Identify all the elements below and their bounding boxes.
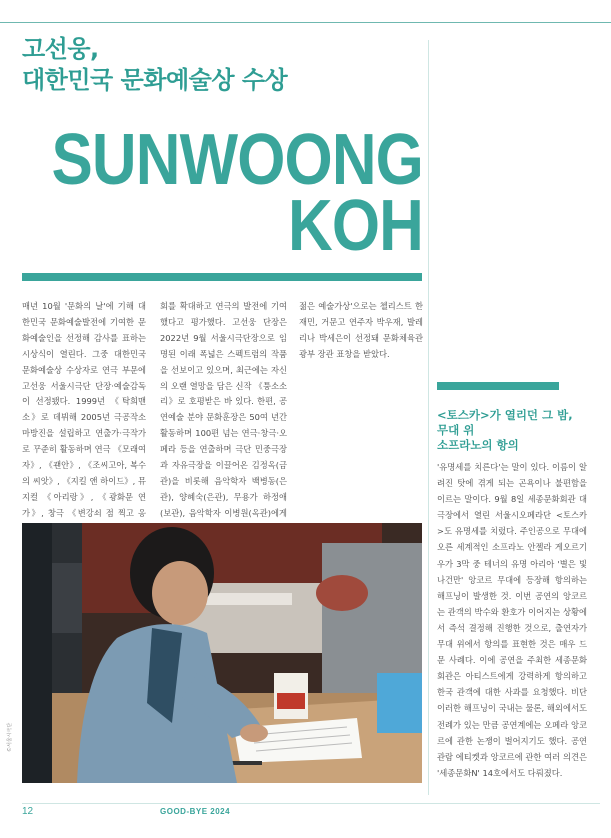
photo-credit: ©서울시극단 (7, 722, 13, 752)
headline-line1: 고선웅, (22, 35, 99, 63)
sidebar-title-line1: <토스카>가 열리던 그 밤, (437, 408, 573, 422)
magazine-title: GOOD-BYE 2024 (160, 807, 231, 816)
column-1-text: 매년 10월 '문화의 날'에 기해 대한민국 문화예술발전에 기여한 문화예술인을 선정해 감사를 표하는 시상식이 열린다. 그중 대한민국 문화예술상 수상자로 연극 부문에 고선웅 서울시극단 단장·예술감독이 선정됐다. 1999년 《탁희맨소》로 데뷔해 2005년 극공작소 마방진을 설립하고 연출가·극작가로 꾸준히 활동하며 연극 《모래여자》, 《괜안》, 《조씨고아, 복수의 씨앗》, 《지킬 앤 하이드》, 뮤지컬 《아리랑》, 《광화문 연가》, 창극 《변강쇠 점 찍고 옹 (22, 301, 146, 518)
column-2-text: 회를 확대하고 연극의 발전에 기여했다고 평가했다. 고선웅 단장은 2022년 9월 서울시극단장으로 임명된 이래 폭넓은 스펙트럼의 작품을 선보이고 있으며, 최근에는 자신의 오랜 열망을 담은 신작 《퉁소소리》로 호평받은 바 있다. 한편, 공연예술 분야 문화훈장은 50여 년간 활동하며 100편 넘는 연극·창극·오페라 등을 연출하며 극단 민중극장과 자유극장을 이끌어온 김정옥(금관)을 비롯해 음악학자 백병동(은관), 양혜숙(은관), 무용가 하정애(보관), 음악학자 이병원(옥관)에게 (160, 301, 287, 518)
column-3-text: 젊은 예술가상'으로는 첼리스트 한재민, 거문고 연주자 박우재, 발레리나 박세은이 선정돼 문화체육관광부 장관 표창을 받았다. (299, 301, 423, 359)
article-column-2 (160, 299, 287, 538)
sidebar-accent-bar (437, 382, 559, 390)
headline (22, 34, 287, 96)
article-column-3 (299, 299, 423, 363)
rehearsal-photo (22, 523, 422, 783)
top-rule (0, 22, 611, 23)
name-first: SUNWOONG (51, 120, 423, 200)
sidebar-title-line2: 무대 위 (437, 423, 475, 437)
article-column-1 (22, 299, 146, 554)
footer-rule (22, 803, 600, 804)
page-number: 12 (22, 806, 34, 817)
column-divider (428, 40, 429, 795)
headline-line2: 대한민국 문화예술상 수상 (22, 66, 288, 94)
accent-bar (22, 273, 422, 281)
sidebar-title-line3: 소프라노의 항의 (437, 438, 519, 452)
sidebar-body: '유명세를 치른다'는 말이 있다. 이름이 알려진 탓에 겪게 되는 곤욕이나 불편함을 이르는 말이다. 9월 8일 세종문화회관 대극장에서 열린 서울시오페라단 <토스카>도 유명세를 치렀다. 주인공으로 무대에 오른 세계적인 소프라노 안젤라 게오르기우가 3막 중 테너의 유명 아리아 '별은 빛나건만' 앙코르 무대에 등장해 항의하는 해프닝이 발생한 것. 이번 공연의 앙코르는 관객의 박수와 환호가 이어지는 상황에서 즉석 결정해 진행한 것으로, 출연자가 무대 위에서 항의를 표현한 것은 매우 드문 사례다. 이에 공연을 주최한 세종문화회관은 아티스트에게 강력하게 항의하고 한국 관객에 대한 사과를 요청했다. 비단 이러한 해프닝이 국내는 물론, 해외에서도 전례가 있는 만큼 공연계에는 오페라 앙코르에 관한 논쟁이 벌어지기도 했다. 공연 관람 에티켓과 앙코르에 관한 여러 의견은 '세종문화N' 14호에서도 다뤄졌다. (437, 462, 587, 778)
sidebar-title (437, 408, 597, 453)
name-last: KOH (287, 186, 423, 266)
